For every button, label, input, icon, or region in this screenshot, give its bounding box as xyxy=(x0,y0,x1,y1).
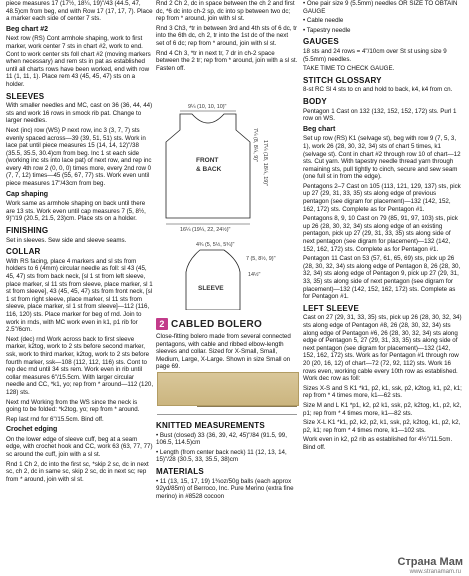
column-middle-bottom xyxy=(156,418,298,502)
front-back-schematic xyxy=(166,104,268,233)
column-left xyxy=(6,0,154,485)
label-length: 17¼ (18, 18¼, 19)" xyxy=(262,140,268,186)
sleeve-schematic xyxy=(186,241,276,310)
collar-text: With RS facing, place 4 markers and sl sts from holders to 6 (4mm) circular needle as foll: sl 43 (45, 45, 47) sts from back neck, [sl 1 st from left sleeve, place marker, sl 11 sts from sleeve, place marker, sl 1 st from sleeve], 43 (45, 45, 47) sts from front neck, [sl 1 st from right sleeve, place marker, sl 11 sts from sleeve, place marker, sl 1 st from sleeve]—112 (116, 116, 120) sts. Place marker for beg of rnd. Join to work in rnds, with MC work even in k1, p1 rib for 2.5"/6cm. xyxy=(6,257,153,334)
cap-text: Work same as armhole shaping on back until there are 13 sts. Work even until cap measures 7 (5, 8½, 9)"/19 (20.5, 21.5, 23)cm. Place sts on a holder. xyxy=(6,200,146,223)
materials-needles: • One pair size 9 (5.5mm) needles OR SIZE TO OBTAIN GAUGE xyxy=(303,0,458,15)
rnd3-text: Rnd 3 Ch3, *tr in between 3rd and 4th sts of 6 dc, tr into the 6th dc, ch 2, tr into the 1st dc of the next set of 6 dc; rep from * around, join with sl st. xyxy=(156,24,298,47)
heading-materials: MATERIALS xyxy=(156,466,204,476)
pentagons-8-10-text: Pentagons 8, 9, 10 Cast on 79 (85, 91, 97, 103) sts, pick up 26 (28, 30, 32, 34) sts along edge of an existing pentagon, pick up 27 (29, 31, 33, 35) sts along side of next pentagon (see digram for placement)—132 (142, 152, 162, 172) sts. Complete as for Pentagon #1. xyxy=(303,215,458,253)
gauges-text: 18 sts and 24 rows = 4"/10cm over St st using size 9 (5.5mm) needles. xyxy=(303,47,447,63)
rnd2-text: Rnd 2 Ch 2, dc in space between the ch 2 and first dc, *6 dc into ch-2 sp, dc into sp between two dc; rep from * around, join with sl st. xyxy=(156,0,295,23)
label-and-back: & BACK xyxy=(196,166,222,173)
heading-body: BODY xyxy=(303,96,327,106)
heading-cap-shaping: Cap shaping xyxy=(6,190,49,198)
beg-chart-2-text: Next row (RS) Cont armhole shaping, work to first marker, work center 7 sts in chart #2, work to end. Cont to work center sts foll chart #2 (moving markers when necessary) and rem sts in pat as established until all charts rows have been worked, end with row 11 (1, 11, 1). Place rem 43 (45, 45, 47) sts on a holder. xyxy=(6,35,151,88)
beg-chart-text: Set up row (RS) K1 (selvage st), beg with row 9 (7, 5, 3, 1), work 26 (28, 30, 32, 34) sts of chart 5 times, k1 (selvage st). Cont in chart #2 through row 10 of chart—12 sts. Cut yarn. With tapestry needle thread yarn through remaining sts, pull tightly to cinch, secure and sew seam (one full st in from the edge). xyxy=(303,135,461,181)
size-xl-text: Size X-L K1 *k1, p2, k2, p2, k1, ssk, p2, k2tog, k1, p2, k2, p2, k1; rep from * 4 times more, k1—102 sts. xyxy=(303,419,461,434)
watermark-logo: Страна Мам xyxy=(397,556,463,568)
label-sleeve-top: 4¾ (5, 5½, 5¾)" xyxy=(196,242,235,248)
pattern-title: CABLED BOLERO xyxy=(171,319,263,330)
length-measurement: • Length (from center back neck) 11 (12, 13, 14, 15)"/28 (30.5, 33, 35.5, 38)cm xyxy=(156,448,287,464)
rnd1-text: Rnd 1 Ch 2, dc into the first sc, *skip 2 sc, dc in next sc, ch 2, dc in same sc, skip 2 sc, dc in next sc; rep from * around, join with sl st. xyxy=(6,460,149,483)
body-text: Pentagon 1 Cast on 132 (132, 152, 152, 172) sts. Purl 1 row on WS. xyxy=(303,107,457,123)
materials-cable-needle: • Cable needle xyxy=(303,17,344,25)
divider-line xyxy=(157,414,297,415)
column-middle-lower xyxy=(156,333,298,373)
label-sleeve-length: 14½" xyxy=(248,272,261,278)
label-sleeve: SLEEVE xyxy=(198,285,224,292)
heading-beg-chart: Beg chart xyxy=(303,125,336,133)
collar-text-4: Rep last rnd for 6"/15.5cm. Bind off. xyxy=(6,415,104,423)
materials-tapestry-needle: • Tapestry needle xyxy=(303,26,351,34)
gauges-check: TAKE TIME TO CHECK GAUGE. xyxy=(303,65,395,73)
final-text: Work even in k2, p2 rib as established for 4½"/11.5cm. Bind off. xyxy=(303,436,453,451)
left-sleeve-text: Cast on 27 (29, 31, 33, 35) sts, pick up 26 (28, 30, 32, 34) sts along edge of Pentagon #8, 26 (28, 30, 32, 34) sts along edge of Pentagon #6, 26 (28, 30, 32, 34) sts along edge of Pentagon 5, 27 (29, 31, 33, 35) sts along side of next pentagon (see digram for placement)—132 (142, 152, 162, 172) sts. Work as for Pentagon #1 through row 20 (20, 16, 12) of chart—72 (72, 92, 112) sts. Work 16 rows even, working cable every 10th row as established. Work dec row as foll: xyxy=(303,314,462,383)
finishing-text: Set in sleeves. Sew side and sleeve seams. xyxy=(6,236,127,244)
stitch-glossary-text: 8-st RC Sl 4 sts to cn and hold to back, k4, k4 from cn. xyxy=(303,86,453,94)
schematic-diagram xyxy=(158,100,298,310)
heading-gauges: GAUGES xyxy=(303,37,339,47)
materials-text: • 11 (13, 15, 17, 19) 1¾oz/50g balls (each approx 92yd/85m) of Berroco, Inc. Pure Merino (extra fine merino) in #8528 cocoon xyxy=(156,477,294,500)
needle-illustration xyxy=(197,398,297,407)
pattern-number-badge: 2 xyxy=(156,318,168,330)
sleeves-text: With smaller needles and MC, cast on 36 (36, 44, 44) sts and work 16 rows in smock rib pat. Change to larger needles. xyxy=(6,102,153,125)
collar-text-3: Next rnd Working from the WS since the neck is going to be folded: *k2tog, yo; rep from * around. xyxy=(6,398,140,414)
pentagon-11-text: Pentagon 11 Cast on 53 (57, 61, 65, 69) sts, pick up 26 (28, 30, 32, 34) sts along edge of Pentagon 8, 26 (28, 30, 32, 34) sts along edge of Pentagon 9, pick up 27 (29, 31, 33, 35) sts along side of next pentagon (see digram for placement)—132 (142, 152, 162, 172) sts. Complete as for Pentagon #1. xyxy=(303,255,461,301)
column-right xyxy=(303,0,463,453)
sleeves-text-2: Next (inc) row (WS) P next row, inc 3 (3, 7, 7) sts evenly spaced across—39 (39, 51, 51) sts. Work in lace pat until piece measures 15 (14, 14, 12)"/38 (35.5, 35.5, 30.4)cm from beg. Inc 1 st each side (working inc sts into lace pat) of next row, and rep inc every 4th row 2 (0, 0, 0) times more, every 2nd row 0 (7, 7, 12) times—45 (55, 67, 77) sts. Work even until piece measures 17"/43cm from beg. xyxy=(6,126,152,188)
label-armhole: 7¼ (8, 8¼, 9)" xyxy=(252,128,258,162)
heading-stitch-glossary: STITCH GLOSSARY xyxy=(303,75,382,85)
label-width: 16¼ (19¼, 22, 24½)" xyxy=(180,227,231,233)
collar-text-2: Next (dec) rnd Work across back to first sleeve marker, k2tog, work to 2 sts before second marker, ssk, work to third marker, k2tog, work to 2 sts before fourth marker, ssk—108 (112, 112, 116) sts. Cont to rep dec rnd until 34 sts rem. Work even in rib until collar measures 6"/15.5cm. With larger circular needle and CC, *k1, yo; rep from * around—112 (120, 128) sts. xyxy=(6,335,154,396)
pattern-description: Close-fitting bolero made from several connected pentagons, with cable and ribbed elbow-length sleeves and collar. Sized for X-Small, Small, Medium, Large, X-Large. Shown in size Small on page 69. xyxy=(156,333,291,371)
heading-collar: COLLAR xyxy=(6,247,41,257)
label-top-width: 9¼ (10, 10, 10)" xyxy=(188,104,227,110)
heading-finishing: FINISHING xyxy=(6,226,49,236)
heading-crochet-edging: Crochet edging xyxy=(6,426,58,434)
label-front: FRONT xyxy=(196,157,219,164)
column-middle xyxy=(156,0,298,74)
pentagons-2-7-text: Pentagons 2–7 Cast on 105 (113, 121, 129, 137) sts, pick up 27 (29, 31, 33, 35) sts along edge of previous pentagon (see digram for placement)—132 (142, 152, 162, 172) sts. Complete as for Pentagon #1. xyxy=(303,182,461,213)
heading-beg-chart-2: Beg chart #2 xyxy=(6,25,49,33)
bust-measurement: • Bust (closed) 33 (36, 39, 42, 45)"/84 (91.5, 99, 106.5, 114.5)cm xyxy=(156,431,287,447)
heading-knitted-measurements: KNITTED MEASUREMENTS xyxy=(156,421,265,430)
sizes-xs-s-text: Sizes X-S and S K1 *k1, p2, k1, ssk, p2, k2tog, k1, p2, k1; rep from * 4 times more, k1—62 sts. xyxy=(303,384,462,400)
intro-text: piece measures 17 (17½, 18¼, 19)"/43 (44.5, 47, 48.5)cm from beg, end with Row 17 (17, 17, 7). Place a marker each side of center 7 sts. xyxy=(6,0,153,23)
heading-left-sleeve: LEFT SLEEVE xyxy=(303,303,359,313)
size-m-l-text: Size M and L K1 *p1, k2, p2 k1, ssk, p2, k2tog, k1, p2, k2, p1; rep from * 4 times more, k1—82 sts. xyxy=(303,401,462,417)
heading-sleeves: SLEEVES xyxy=(6,91,45,101)
pattern-headline xyxy=(156,318,262,330)
rnd4-text: Rnd 4 Ch 3, *tr in next tr, 7 dr in ch-2 space between the 2 tr; rep from * around, join with a sl st. Fasten off. xyxy=(156,49,298,72)
watermark-url: www.stranamam.ru xyxy=(409,569,461,575)
label-sleeve-cap: 7 (5, 8½, 9)" xyxy=(246,256,276,262)
crochet-text: On the lower edge of sleeve cuff, beg at a seam edge, with crochet hook and CC, work 63 (63, 77, 77) sc around the cuff, join with a sl st. xyxy=(6,435,153,459)
